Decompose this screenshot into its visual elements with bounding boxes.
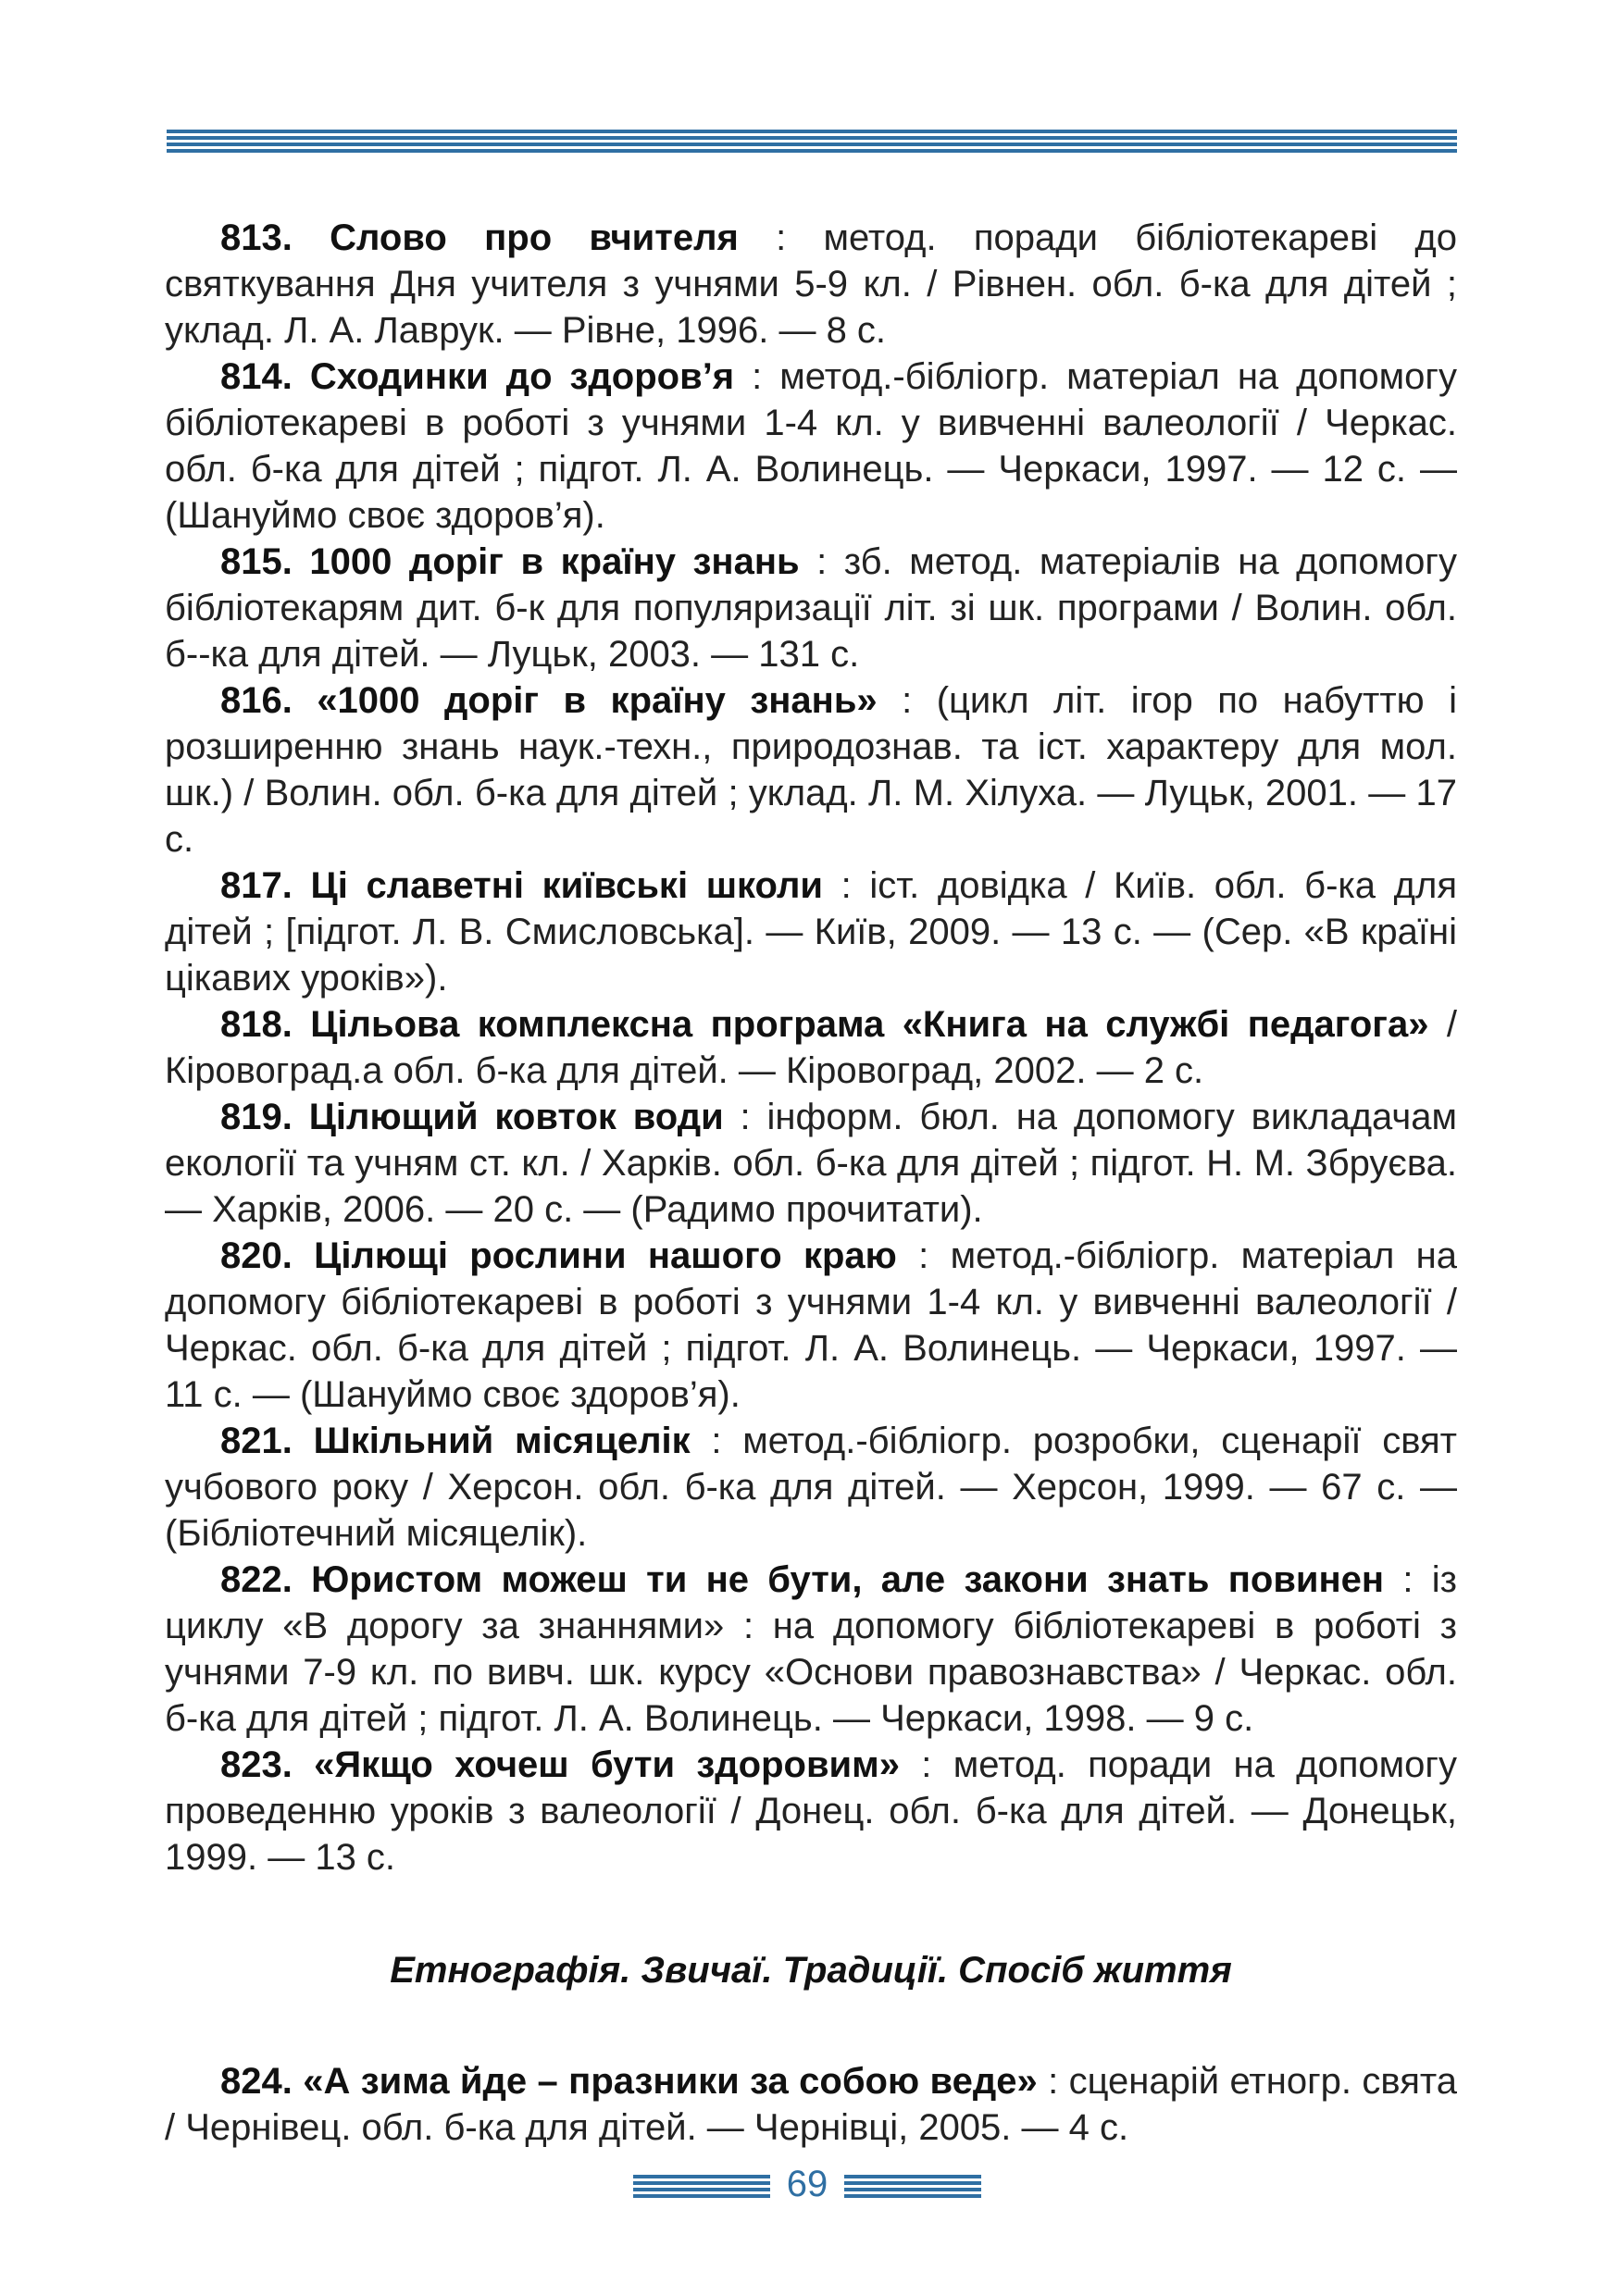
entry-details: : метод. поради на допомогу проведенню уроків з валеології / Донец. обл. б-ка для дітей. — Донецьк, 1999. — 13 с.: [165, 1744, 1458, 1878]
bibliography-entry: [165, 863, 1457, 1001]
entry-list: [165, 215, 1457, 1880]
entry-details: : із циклу «В дорогу за знаннями» : на допомогу бібліотекареві в роботі з учнями 7-9 кл. по вивч. шк. курсу «Основи правознавства» / Черкас. обл. б-ка для дітей ; підгот. Л. А. Волинець. — Черкаси, 1998. — 9 с.: [165, 1559, 1457, 1739]
page-footer: [0, 2158, 1619, 2214]
entry-title: 818. Цільова комплексна програма «Книга на службі педагога»: [220, 1004, 1429, 1045]
bibliography-entry: [165, 215, 1457, 354]
entry-list: [165, 2058, 1457, 2151]
entry-title: 823. «Якщо хочеш бути здоровим»: [220, 1744, 900, 1785]
entry-details: : метод.-бібліогр. матеріал на допомогу бібліотекареві в роботі з учнями 1-4 кл. у вивченні валеології / Черкас. обл. б-ка для дітей ; підгот. Л. А. Волинець. — Черкаси, 1997. — 12 с. — (Шануймо своє здоров’я).: [165, 356, 1457, 536]
bibliography-entry: [165, 354, 1457, 539]
entry-details: : метод.-бібліогр. розробки, сценарії свят учбового року / Херсон. обл. б-ка для дітей. — Херсон, 1999. — 67 с. — (Бібліотечний місяцелік).: [165, 1421, 1457, 1554]
entry-details: : сценарій етногр. свята / Чернівец. обл. б-ка для дітей. — Чернівці, 2005. — 4 с.: [165, 2061, 1457, 2148]
footer-rule-left: [633, 2175, 770, 2201]
entry-details: / Кіровоград.а обл. б-ка для дітей. — Кіровоград, 2002. — 2 с.: [165, 1004, 1457, 1091]
bibliography-entry: [165, 1557, 1457, 1742]
bibliography-entry: [165, 1001, 1457, 1094]
page-content: [165, 215, 1457, 2151]
bibliography-entry: [165, 1233, 1457, 1418]
page-number: 69: [786, 2164, 828, 2204]
bibliography-entry: [165, 2058, 1457, 2151]
entry-title: 816. «1000 доріг в країну знань»: [220, 680, 878, 721]
entry-details: : інформ. бюл. на допомогу викладачам екології та учням ст. кл. / Харків. обл. б-ка для дітей ; підгот. Н. М. Збруєва. — Харків, 2006. — 20 с. — (Радимо прочитати).: [165, 1097, 1457, 1230]
entry-details: : метод. поради бібліотекареві до святкування Дня учителя з учнями 5-9 кл. / Рівнен. обл. б-ка для дітей ; уклад. Л. А. Лаврук. — Рівне, 1996. — 8 с.: [165, 217, 1457, 351]
entry-title: 813. Слово про вчителя: [220, 217, 739, 258]
bibliography-entry: [165, 1742, 1457, 1880]
entry-title: 815. 1000 доріг в країну знань: [220, 541, 800, 582]
entry-details: : метод.-бібліогр. матеріал на допомогу бібліотекареві в роботі з учнями 1-4 кл. у вивченні валеології / Черкас. обл. б-ка для дітей ; підгот. Л. А. Волинець. — Черкаси, 1997. — 11 с. — (Шануймо своє здоров’я).: [165, 1235, 1457, 1415]
footer-rule-right: [844, 2175, 981, 2201]
entry-details: : (цикл літ. ігор по набуттю і розширенню знань наук.-техн., природознав. та іст. характеру для мол. шк.) / Волин. обл. б-ка для дітей ; уклад. Л. М. Хілуха. — Луцьк, 2001. — 17 с.: [165, 680, 1457, 860]
entry-title: 817. Ці славетні київські школи: [220, 865, 823, 906]
entry-title: 819. Цілющий ковток води: [220, 1097, 724, 1137]
header-rule: [167, 130, 1457, 155]
bibliography-entry: [165, 1418, 1457, 1557]
entry-details: : іст. довідка / Київ. обл. б-ка для дітей ; [підгот. Л. В. Смисловська]. — Київ, 2009. — 13 с. — (Сер. «В країні цікавих уроків»).: [165, 865, 1457, 999]
entry-title: 824. «А зима йде – празники за собою веде»: [220, 2061, 1038, 2102]
section-heading: Етнографія. Звичаї. Традиції. Спосіб життя: [390, 1950, 1232, 1991]
entry-details: : зб. метод. матеріалів на допомогу бібліотекарям дит. б-к для популяризації літ. зі шк. програми / Волин. обл. б--ка для дітей. — Луцьк, 2003. — 131 с.: [165, 541, 1457, 675]
bibliography-entry: [165, 539, 1457, 677]
entry-title: 814. Сходинки до здоров’я: [220, 356, 735, 397]
entry-title: 822. Юристом можеш ти не бути, але закони знать повинен: [220, 1559, 1385, 1600]
entry-title: 820. Цілющі рослини нашого краю: [220, 1235, 897, 1276]
bibliography-entry: [165, 677, 1457, 863]
entry-title: 821. Шкільний місяцелік: [220, 1421, 691, 1461]
bibliography-entry: [165, 1094, 1457, 1233]
